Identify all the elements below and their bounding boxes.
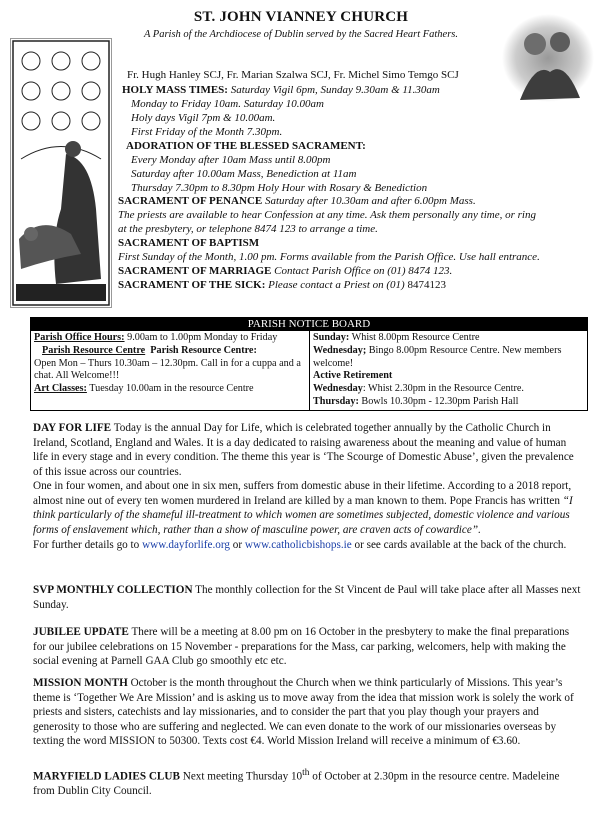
notice-board-title: PARISH NOTICE BOARD — [31, 318, 587, 331]
office-hours-label: Parish Office Hours: — [34, 332, 125, 343]
mission-text: October is the month throughout the Church when we think particularly of Missions. This year’s theme is ‘Together We Are Mission’ and is asking us to move away from the idea that mission work is solely the work of priests and sisters, catechists and lay missionaries, and to consider the part that you play though your prayers and generosity to those who are suffering and neglected. We can even donate to the work of our missionaries overseas by texting the word MISSION to 50300. Texts cost €4. World Mission Ireland will receive a minimum of €3.60. — [33, 677, 574, 748]
jubilee-text: There will be a meeting at 8.00 pm on 16 October in the presbytery to make the final preparations for our jubilee celebrations on 15 November - preparations for the Mass, car parking, welcomers, help with making the social evening at Parnell GAA Club go smoothly etc etc. — [33, 626, 570, 668]
mass-times — [122, 83, 440, 97]
mass-line-1: Saturday Vigil 6pm, Sunday 9.30am & 11.30am — [227, 84, 440, 96]
sick-line-1: Please contact a Priest on (01) — [265, 279, 408, 291]
adoration-line-1: Every Monday after 10am Mass until 8.00pm — [131, 154, 331, 166]
maryfield-section — [33, 767, 581, 799]
adoration-line-2: Saturday after 10.00am Mass, Benediction at 11am — [131, 168, 357, 180]
mission-label: MISSION MONTH — [33, 677, 128, 689]
penance — [118, 194, 476, 208]
adoration-line-3: Thursday 7.30pm to 8.30pm Holy Hour with Rosary & Benediction — [131, 182, 428, 194]
penance-line-2: The priests are available to hear Confession at any time. Ask them personally any time, or ring — [118, 209, 536, 221]
day-for-life-text-2: One in four women, and about one in six men, suffers from domestic abuse in their lifetime. According to a 2018 report, almost nine out of every ten women murdered in Ireland are killed by a man known to them. Pope Francis has written — [33, 480, 572, 507]
priests-line: Fr. Hugh Hanley SCJ, Fr. Marian Szalwa SCJ, Fr. Michel Simo Temgo SCJ — [127, 69, 459, 81]
dayforlife-link[interactable]: www.dayforlife.org — [142, 538, 230, 551]
resource-centre-heading — [34, 345, 306, 358]
wednesday-whist — [313, 383, 584, 396]
wednesday-label: Wednesday; — [313, 344, 367, 356]
day-for-life-text-3a: For further details go to — [33, 538, 143, 551]
catholicbishops-link[interactable]: www.catholicbishops.ie — [244, 538, 352, 551]
adoration-label: ADORATION OF THE BLESSED SACRAMENT: — [126, 140, 366, 152]
maryfield-sup: th — [302, 768, 310, 778]
marriage — [118, 264, 452, 278]
notice-right-column — [309, 331, 587, 410]
mission-section — [33, 676, 581, 749]
parish-subtitle: A Parish of the Archdiocese of Dublin served by the Sacred Heart Fathers. — [143, 29, 459, 40]
svp-section — [33, 583, 581, 612]
wednesday-notice — [313, 345, 584, 371]
office-hours — [34, 332, 306, 345]
sick — [118, 278, 446, 292]
office-hours-text: 9.00am to 1.00pm Monday to Friday — [124, 332, 278, 343]
pope-quote: “I think particularly of the shameful ill-treatment to which women are sometimes subjected, domestic violence and various forms of enslavement which, rather than a show of masculine power, are craven acts of cowardice”. — [33, 494, 573, 536]
marriage-line-1: Contact Parish Office on (01) 8474 123. — [271, 265, 453, 277]
day-for-life-section — [33, 421, 581, 552]
penance-line-1: Saturday after 10.30am and after 6.00pm Mass. — [262, 195, 476, 207]
thursday-label: Thursday: — [313, 395, 359, 407]
sunday-text: Whist 8.00pm Resource Centre — [349, 332, 480, 343]
resource-centre-label: Parish Resource Centre — [42, 344, 146, 356]
active-retirement-label: Active Retirement — [313, 370, 393, 382]
notice-left-column — [31, 331, 309, 410]
wednesday-whist-text: : Whist 2.30pm in the Resource Centre. — [362, 383, 524, 394]
day-for-life-text-1: Today is the annual Day for Life, which is celebrated together annually by the Catholic Church in Ireland, Scotland, England and Wales. It is a day dedicated to raising awareness about the meaning and value of human life in every stage and in every condition. The theme this year is ‘The Scourge of Domestic Abuse’, given the prevalence of this issue across our countries. — [33, 422, 574, 478]
art-classes — [34, 383, 306, 396]
maryfield-text-2: of October at 2.30pm in the resource centre. Madeleine from Dublin City Council. — [33, 770, 560, 798]
maryfield-label: MARYFIELD LADIES CLUB — [33, 770, 180, 783]
church-title: ST. JOHN VIANNEY CHURCH — [193, 9, 409, 25]
penance-line-3: at the presbytery, or telephone 8474 123 to arrange a time. — [118, 223, 378, 235]
jubilee-label: JUBILEE UPDATE — [33, 626, 129, 638]
svp-label: SVP MONTHLY COLLECTION — [33, 584, 193, 596]
baptism-line-1: First Sunday of the Month, 1.00 pm. Forms available from the Parish Office. Use hall entrance. — [118, 251, 540, 263]
sick-phone: 8474123 — [407, 279, 446, 291]
parish-notice-board — [30, 317, 588, 411]
sunday-label: Sunday: — [313, 332, 350, 343]
pieta-artwork — [10, 38, 112, 308]
resource-centre-text: Open Mon – Thurs 10.30am – 12.30pm. Call in for a cuppa and a chat. All Welcome!!! — [34, 357, 301, 382]
mass-line-2: Monday to Friday 10am. Saturday 10.00am — [131, 98, 324, 110]
baptism-label: SACRAMENT OF BAPTISM — [118, 237, 260, 249]
penance-label: SACRAMENT OF PENANCE — [118, 195, 263, 207]
jubilee-section — [33, 625, 581, 669]
art-classes-label: Art Classes: — [34, 383, 87, 394]
day-for-life-text-3b: or — [229, 538, 245, 551]
sunday-notice — [313, 332, 584, 345]
day-for-life-text-3c: or see cards available at the back of the church. — [351, 538, 567, 551]
maryfield-text-1: Next meeting Thursday 10 — [179, 770, 303, 783]
mass-line-3: Holy days Vigil 7pm & 10.00am. — [131, 112, 276, 124]
thursday-notice — [313, 396, 584, 409]
thursday-text: Bowls 10.30pm - 12.30pm Parish Hall — [358, 395, 519, 407]
resource-centre-label-2: Parish Resource Centre: — [150, 344, 257, 356]
mass-label: HOLY MASS TIMES: — [122, 84, 228, 96]
sick-label: SACRAMENT OF THE SICK: — [118, 279, 266, 291]
marriage-label: SACRAMENT OF MARRIAGE — [118, 265, 272, 277]
art-classes-text: Tuesday 10.00am in the resource Centre — [86, 383, 254, 394]
mass-line-4: First Friday of the Month 7.30pm. — [131, 126, 283, 138]
wednesday-whist-label: Wednesday — [313, 383, 363, 394]
wednesday-text: Bingo 8.00pm Resource Centre. New members welcome! — [313, 344, 562, 369]
day-for-life-label: DAY FOR LIFE — [33, 422, 112, 434]
svp-text: The monthly collection for the St Vincent de Paul will take place after all Masses next Sunday. — [33, 584, 581, 611]
